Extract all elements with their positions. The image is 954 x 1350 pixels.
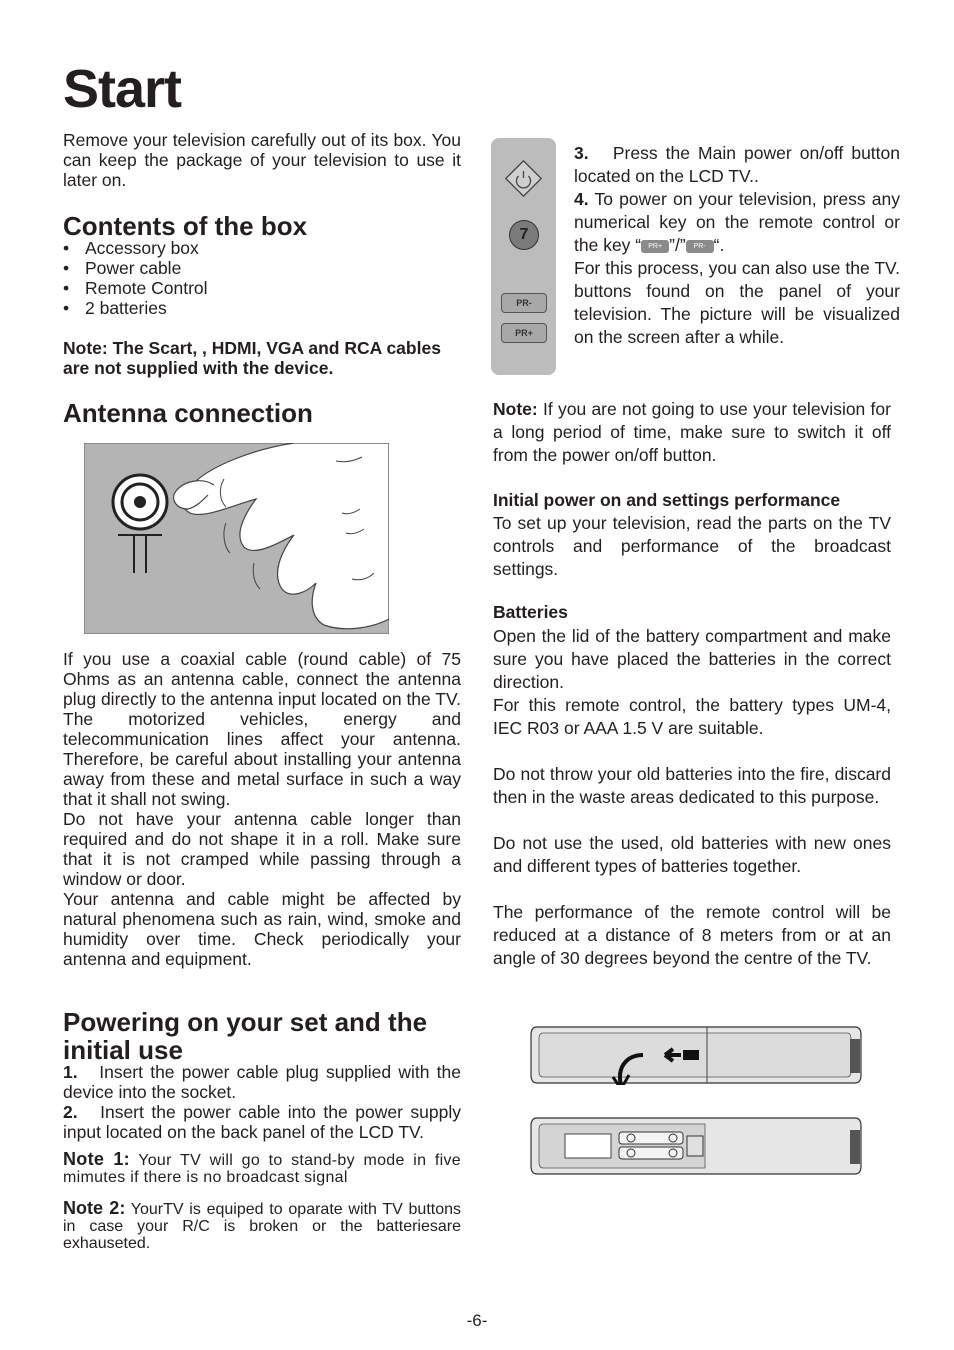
antenna-illustration <box>84 443 389 634</box>
note-text: Your TV will go to stand-by mode in five mimutes if there is no broadcast signal <box>63 1152 461 1186</box>
antenna-paragraph: Do not have your antenna cable longer than required and do not shape it in a roll. Make sure that it is not cramped while passing through a window or door. <box>63 809 461 889</box>
page-title: Start <box>63 59 182 119</box>
cables-note: Note: The Scart, , HDMI, VGA and RCA cables are not supplied with the device. <box>63 338 441 378</box>
note-text: If you are not going to use your television for a long period of time, make sure to switch it off from the power on/off button. <box>493 399 891 465</box>
list-item: • Accessory box <box>63 238 461 258</box>
step-1 <box>63 1062 461 1102</box>
step-text: “. <box>713 235 725 255</box>
step-text: Press the Main power on/off button located on the LCD TV.. <box>574 143 900 186</box>
power-button-icon <box>505 160 542 197</box>
initial-text: To set up your television, read the parts on the TV controls and performance of the broadcast settings. <box>493 513 891 579</box>
power-on-steps <box>574 142 900 349</box>
step-3 <box>574 142 900 188</box>
step-4 <box>574 188 900 257</box>
tv-button-panel <box>491 138 556 375</box>
contents-list <box>63 238 461 318</box>
pr-minus-key-icon: PR- <box>686 240 714 253</box>
step-text: To power on your television, press any numerical key on the remote control or the key “ <box>574 189 900 255</box>
step-number: 3. <box>574 143 589 163</box>
antenna-paragraph: The motorized vehicles, energy and telecommunication lines affect your antenna. Therefore, be careful about installing your antenna away from these and metal surface in such a way that it shall not swing. <box>63 709 461 809</box>
antenna-heading: Antenna connection <box>63 398 313 428</box>
step-number: 4. <box>574 189 589 209</box>
step-number: 1. <box>63 1062 78 1082</box>
note-label: Note: <box>493 399 538 419</box>
antenna-paragraph: If you use a coaxial cable (round cable) of 75 Ohms as an antenna cable, connect the antenna plug directly to the antenna input located on the TV. <box>63 649 461 709</box>
note-2 <box>63 1200 461 1252</box>
step-4-extra: For this process, you can also use the TV. buttons found on the panel of your television. The picture will be visualized on the screen after a while. <box>574 258 900 347</box>
step-text: Insert the power cable into the power supply input located on the back panel of the LCD TV. <box>63 1102 461 1142</box>
step-text: Insert the power cable plug supplied with the device into the socket. <box>63 1062 461 1102</box>
note-label: Note 2: <box>63 1198 126 1218</box>
batteries-paragraph: Do not throw your old batteries into the fire, discard then in the waste areas dedicated to this purpose. <box>493 764 891 807</box>
batteries-paragraph: Open the lid of the battery compartment and make sure you have placed the batteries in the correct direction. <box>493 626 891 692</box>
number-key-7: 7 <box>509 220 539 250</box>
list-item: • Power cable <box>63 258 461 278</box>
list-item: • 2 batteries <box>63 298 461 318</box>
step-2 <box>63 1102 461 1142</box>
antenna-text <box>63 649 461 969</box>
note-text: YourTV is equiped to oparate with TV buttons in case your R/C is broken or the batteriesare exhauseted. <box>63 1201 462 1252</box>
batteries-paragraph: The performance of the remote control will be reduced at a distance of 8 meters from or at an angle of 30 degrees beyond the centre of the TV. <box>493 902 891 968</box>
batteries-paragraph: For this remote control, the battery types UM-4, IEC R03 or AAA 1.5 V are suitable. <box>493 695 891 738</box>
antenna-paragraph: Your antenna and cable might be affected by natural phenomena such as rain, wind, smoke and humidity over time. Check periodically your antenna and equipment. <box>63 889 461 969</box>
list-item: • Remote Control <box>63 278 461 298</box>
standby-note <box>493 398 891 467</box>
remote-lid-illustration <box>529 1025 863 1085</box>
step-number: 2. <box>63 1102 78 1122</box>
pr-plus-key-icon: PR+ <box>641 240 669 253</box>
note-label: Note 1: <box>63 1149 130 1169</box>
batteries-heading: Batteries <box>493 602 568 622</box>
pr-minus-button: PR- <box>501 293 547 313</box>
note-1 <box>63 1151 461 1186</box>
powering-steps <box>63 1062 461 1142</box>
initial-heading: Initial power on and settings performance <box>493 490 841 510</box>
intro-text: Remove your television carefully out of its box. You can keep the package of your television to use it later on. <box>63 130 461 190</box>
page-number: -6- <box>466 1311 488 1330</box>
remote-battery-illustration <box>529 1116 863 1176</box>
step-text: ”/” <box>669 235 686 255</box>
contents-heading: Contents of the box <box>63 211 308 241</box>
batteries-paragraph: Do not use the used, old batteries with new ones and different types of batteries together. <box>493 833 891 876</box>
powering-heading: Powering on your set and the initial use <box>63 1007 428 1065</box>
batteries-text <box>493 625 891 970</box>
pr-plus-button: PR+ <box>501 323 547 343</box>
